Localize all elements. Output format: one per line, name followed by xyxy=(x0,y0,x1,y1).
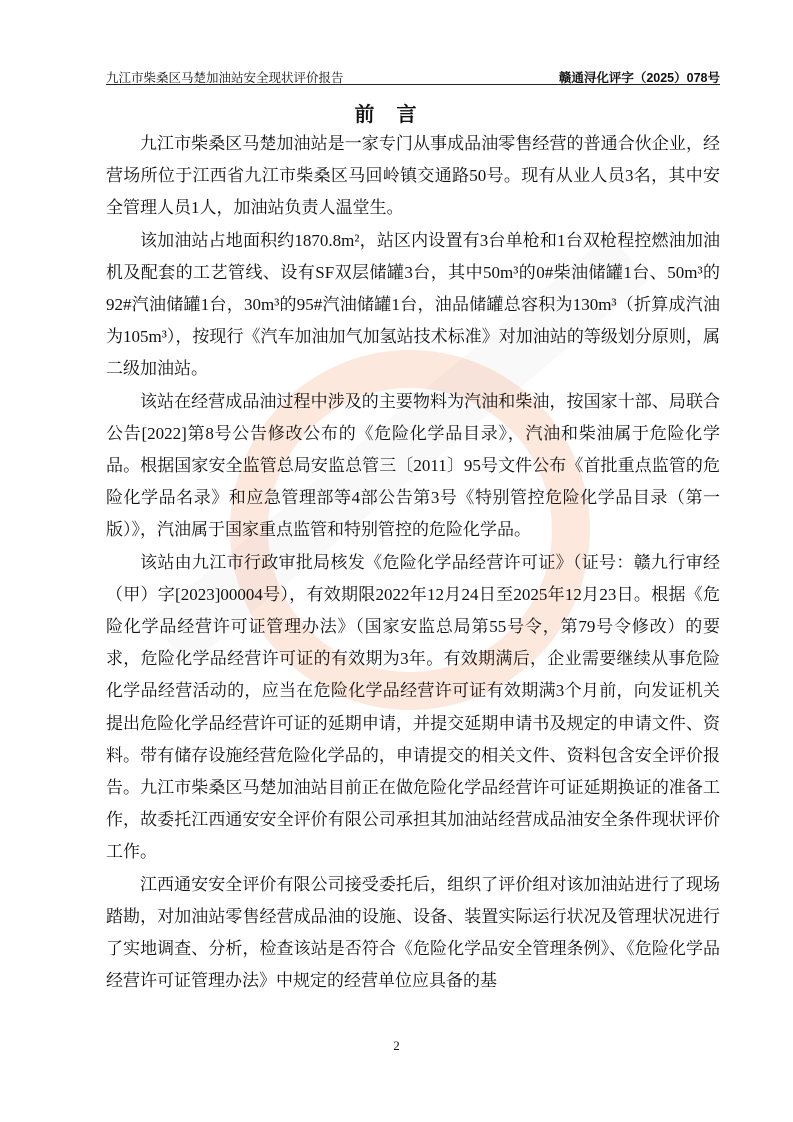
paragraph: 该站由九江市行政审批局核发《危险化学品经营许可证》（证号：赣九行审经（甲）字[2023]00004号），有效期限2022年12月24日至2025年12月23日。根据《危险化学品经营许可证管理办法》（国家安监总局第55号令，第79号令修改）的要求，危险化学品经营许可证的有效期为3年。有效期满后，企业需要继续从事危险化学品经营活动的，应当在危险化学品经营许可证有效期满3个月前，向发证机关提出危险化学品经营许可证的延期申请，并提交延期申请书及规定的申请文件、资料。带有储存设施经营危险化学品的，申请提交的相关文件、资料包含安全评价报告。九江市柴桑区马楚加油站目前正在做危险化学品经营许可证延期换证的准备工作，故委托江西通安安全评价有限公司承担其加油站经营成品油安全条件现状评价工作。 xyxy=(106,552,720,862)
paragraph: 该加油站占地面积约1870.8m²，站区内设置有3台单枪和1台双枪程控燃油加油机及配套的工艺管线、设有SF双层储罐3台，其中50m³的0#柴油储罐1台、50m³的92#汽油储罐1台，30m³的95#汽油储罐1台，油品储罐总容积为130m³（折算成汽油为105m³），按现行《汽车加油加气加氢站技术标准》对加油站的等级划分原则，属二级加油站。 xyxy=(106,230,720,379)
report-number: 赣通浔化评字（2025）078号 xyxy=(558,71,720,85)
paragraph: 江西通安安全评价有限公司接受委托后，组织了评价组对该加油站进行了现场踏勘，对加油站零售经营成品油的设施、设备、装置实际运行状况及管理状况进行了实地调查、分析，检查该站是否符合《危险化学品安全管理条例》、《危险化学品经营许可证管理办法》中规定的经营单位应具备的基 xyxy=(106,874,720,991)
document-body xyxy=(106,128,720,997)
page-number: 2 xyxy=(393,1038,400,1053)
paragraph: 该站在经营成品油过程中涉及的主要物料为汽油和柴油，按国家十部、局联合公告[2022]第8号公告修改公布的《危险化学品目录》，汽油和柴油属于危险化学品。根据国家安全监管总局安监总管三〔2011〕95号文件公布《首批重点监管的危险化学品名录》和应急管理部等4部公告第3号《特别管控危险化学品目录（第一版）》，汽油属于国家重点监管和特别管控的危险化学品。 xyxy=(106,391,720,540)
report-title: 九江市柴桑区马楚加油站安全现状评价报告 xyxy=(106,71,344,85)
page-header xyxy=(106,66,720,85)
section-title: 前言 xyxy=(354,104,439,126)
paragraph: 九江市柴桑区马楚加油站是一家专门从事成品油零售经营的普通合伙企业，经营场所位于江西省九江市柴桑区马回岭镇交通路50号。现有从业人员3名，其中安全管理人员1人，加油站负责人温堂生。 xyxy=(106,134,720,218)
